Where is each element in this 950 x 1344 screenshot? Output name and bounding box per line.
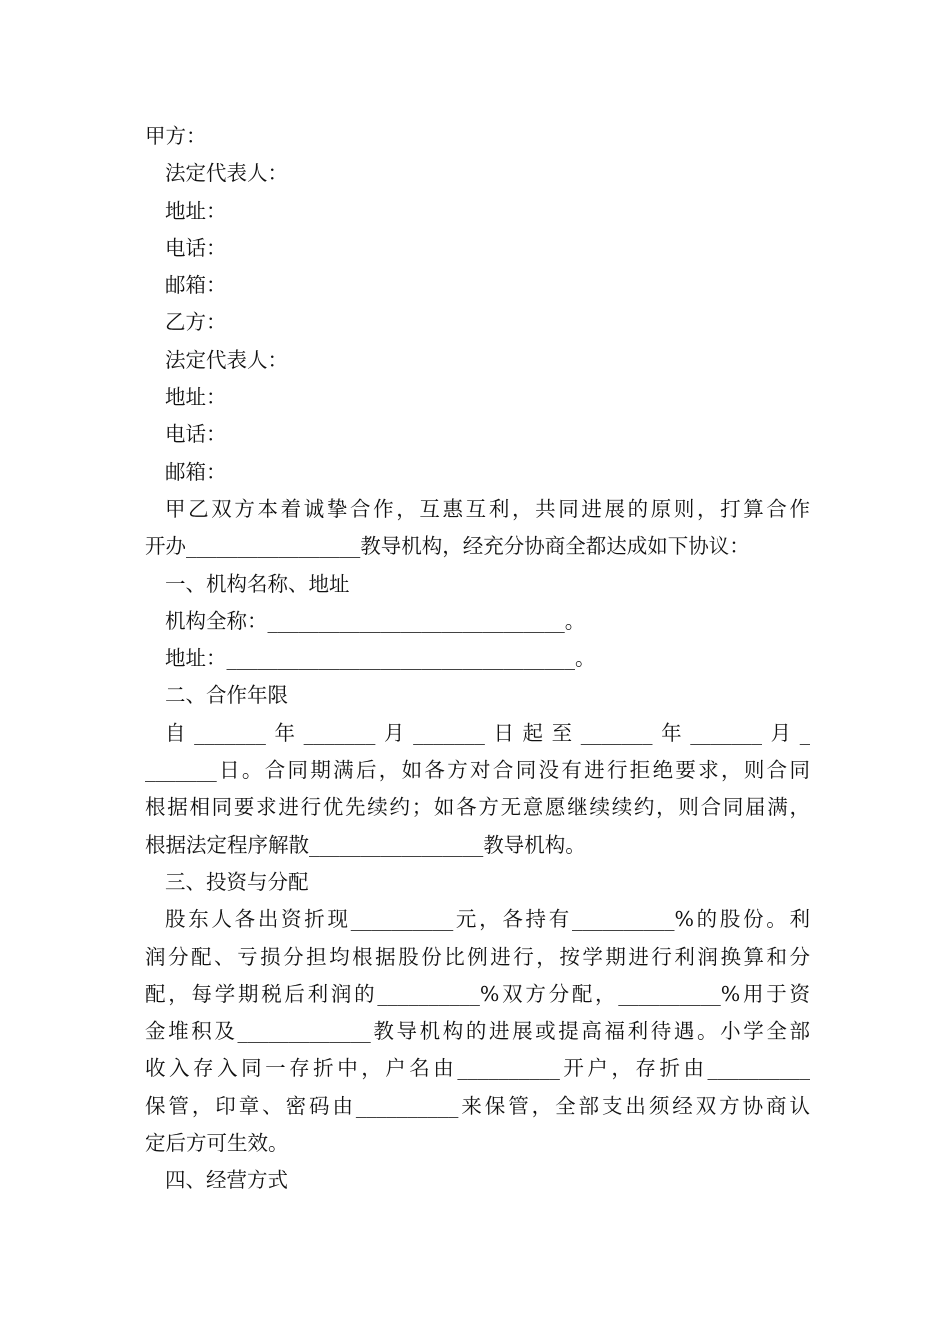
section-2-heading: 二、合作年限 xyxy=(165,683,288,708)
term-line-1: 自_______年_______月_______日起至_______年_______月_ xyxy=(165,720,810,745)
section-4-heading: 四、经营方式 xyxy=(165,1168,288,1193)
investment-line-7: 定后方可生效。 xyxy=(145,1131,289,1156)
term-line-4: 根据法定程序解散_________________教导机构。 xyxy=(145,832,586,857)
investment-line-6: 保管，印章、密码由__________来保管，全部支出须经双方协商认 xyxy=(145,1093,810,1118)
party-a-label: 甲方： xyxy=(145,124,207,148)
investment-line-1: 股东人各出资折现__________元，各持有__________%的股份。利 xyxy=(165,907,810,932)
section-3-heading: 三、投资与分配 xyxy=(165,869,309,894)
party-b-label: 乙方： xyxy=(165,310,227,335)
party-b-legal-representative: 法定代表人： xyxy=(165,347,288,372)
party-a-address: 地址： xyxy=(165,198,227,223)
party-a-phone: 电话： xyxy=(165,235,227,260)
investment-line-5: 收入存入同一存折中，户名由__________开户，存折由__________ xyxy=(145,1056,810,1081)
preamble-line-1: 甲乙双方本着诚挚合作，互惠互利，共同进展的原则，打算合作 xyxy=(165,496,810,521)
party-b-email: 邮箱： xyxy=(165,459,227,484)
preamble-line-2: 开办_________________教导机构，经充分协商全都达成如下协议： xyxy=(145,534,750,559)
party-b-phone: 电话： xyxy=(165,422,227,447)
institution-address: 地址：__________________________________。 xyxy=(165,646,596,671)
document-body xyxy=(145,118,810,1200)
investment-line-2: 润分配、亏损分担均根据股份比例进行，按学期进行利润换算和分 xyxy=(145,944,810,969)
institution-full-name: 机构全称：_____________________________。 xyxy=(165,608,586,633)
investment-line-3: 配，每学期税后利润的__________%双方分配，__________%用于资 xyxy=(145,981,810,1006)
term-line-3: 根据相同要求进行优先续约；如各方无意愿继续续约，则合同届满， xyxy=(145,795,810,820)
investment-line-4: 金堆积及_____________教导机构的进展或提高福利待遇。小学全部 xyxy=(145,1019,810,1044)
party-a-legal-representative: 法定代表人： xyxy=(165,161,288,186)
party-b-address: 地址： xyxy=(165,385,227,410)
party-a-email: 邮箱： xyxy=(165,273,227,298)
section-1-heading: 一、机构名称、地址 xyxy=(165,571,350,596)
term-line-2: _______日。合同期满后，如各方对合同没有进行拒绝要求，则合同 xyxy=(145,758,810,783)
